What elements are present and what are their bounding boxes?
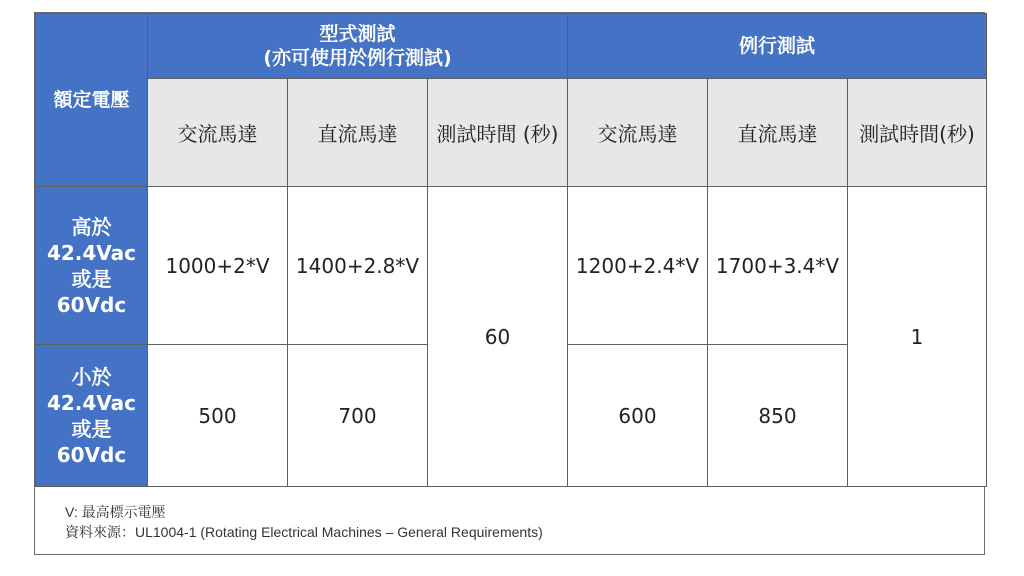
row-label-line: 60Vdc: [56, 442, 127, 467]
type-ac-value: 1000+2*V: [148, 187, 288, 345]
type-ac-motor-header: 交流馬達: [148, 79, 288, 187]
routine-dc-motor-header: 直流馬達: [708, 79, 848, 187]
rated-voltage-header: 額定電壓: [36, 14, 148, 187]
type-test-title: 型式測試: [319, 23, 396, 45]
routine-dc-value: 1700+3.4*V: [708, 187, 848, 345]
routine-test-time-header: 測試時間(秒): [848, 79, 987, 187]
row-label-line: 高於: [71, 214, 112, 239]
routine-test-header: 例行測試: [568, 14, 987, 79]
row-label-line: 60Vdc: [56, 292, 127, 317]
type-dc-motor-header: 直流馬達: [288, 79, 428, 187]
test-voltage-table: [35, 13, 987, 487]
routine-dc-value: 850: [708, 345, 848, 487]
type-test-time-value: 60: [428, 187, 568, 487]
type-dc-value: 700: [288, 345, 428, 487]
routine-test-time-value: 1: [848, 187, 987, 487]
row-label-line: 42.4Vac: [46, 390, 137, 415]
table-panel: [34, 12, 985, 555]
row-label-line: 42.4Vac: [46, 240, 137, 265]
row-label-above: [36, 187, 148, 345]
type-dc-value: 1400+2.8*V: [288, 187, 428, 345]
row-label-line: 或是: [71, 266, 112, 291]
row-label-line: 小於: [71, 364, 112, 389]
footnotes: [65, 502, 543, 542]
type-test-note: (亦可使用於例行測試): [263, 47, 452, 69]
type-test-header: [148, 14, 568, 79]
type-ac-value: 500: [148, 345, 288, 487]
row-label-below: [36, 345, 148, 487]
row-label-line: 或是: [71, 416, 112, 441]
routine-ac-motor-header: 交流馬達: [568, 79, 708, 187]
source-footnote: 資料來源：UL1004-1 (Rotating Electrical Machines – General Requirements): [65, 524, 543, 540]
routine-ac-value: 600: [568, 345, 708, 487]
routine-ac-value: 1200+2.4*V: [568, 187, 708, 345]
voltage-footnote: V: 最高標示電壓: [65, 504, 166, 520]
type-test-time-header: 測試時間 (秒): [428, 79, 568, 187]
table-row: [36, 187, 987, 345]
